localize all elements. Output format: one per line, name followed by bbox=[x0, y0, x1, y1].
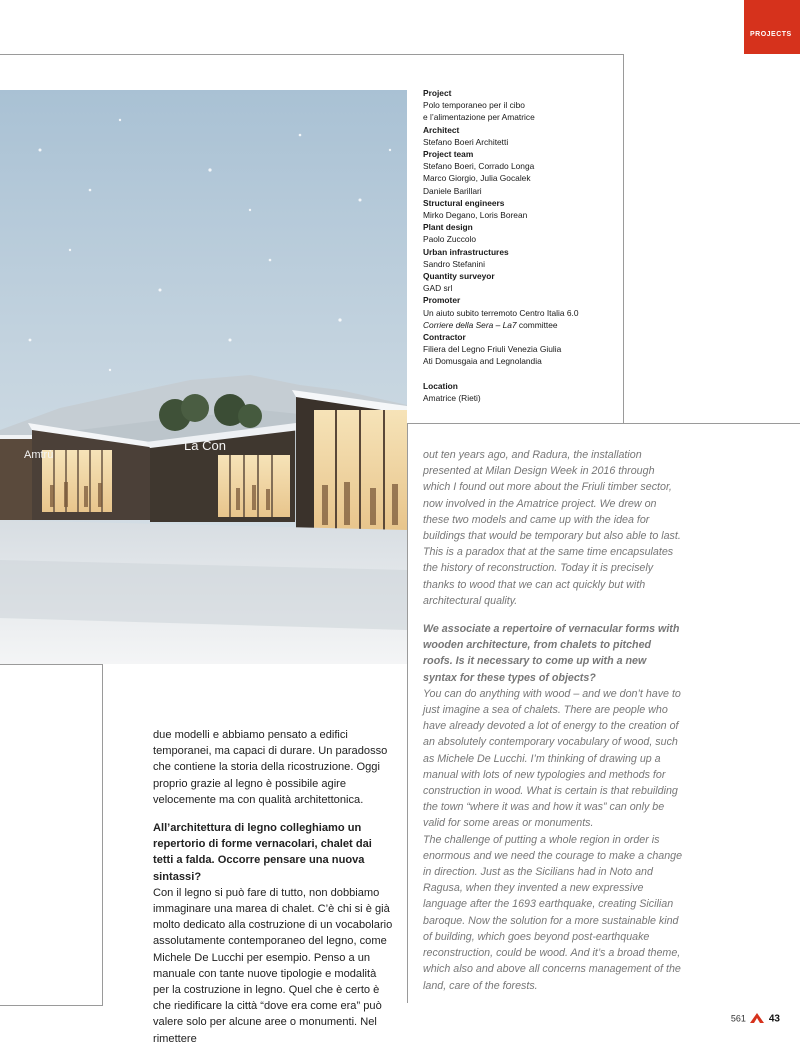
credit-committee-tail: committee bbox=[516, 319, 558, 330]
photo-sign-left: Amtrù bbox=[24, 449, 54, 461]
credit-heading-plant-design: Plant design bbox=[423, 222, 473, 233]
credit-line: Polo temporaneo per il cibo bbox=[423, 100, 525, 111]
page-number: 43 bbox=[768, 1013, 780, 1025]
credit-heading-structural-engineers: Structural engineers bbox=[423, 197, 505, 208]
credit-line: Marco Giorgio, Julia Gocalek bbox=[423, 173, 531, 184]
english-left-rule bbox=[407, 423, 408, 1003]
credit-line: GAD srl bbox=[423, 283, 453, 294]
credit-line: Ati Domusgaia and Legnolandia bbox=[423, 356, 542, 367]
credit-heading-location: Location bbox=[423, 380, 458, 391]
credit-line: e l’alimentazione per Amatrice bbox=[423, 112, 535, 123]
italian-question: All’architettura di legno colleghiamo un repertorio di forme vernacolari, chalet dai tetti a falda. Occorre pensare una nuova sintassi? bbox=[153, 822, 372, 883]
english-question: We associate a repertoire of vernacular forms with wooden architecture, from chalets to pitched roofs. Is it necessary to come up with a new syntax for these types of objects? bbox=[423, 623, 680, 684]
section-tab-label: PROJECTS bbox=[750, 31, 792, 38]
credit-heading-quantity-surveyor: Quantity surveyor bbox=[423, 271, 495, 282]
magazine-logo-icon bbox=[750, 1013, 764, 1025]
top-rule bbox=[0, 54, 624, 55]
mid-rule bbox=[407, 423, 800, 424]
english-paragraph: The challenge of putting a whole region in order is enormous and we need the courage to make a change in direction. Just as the Sicilians had in Noto and Ragusa, when they invented a new expressive language after the 1693 earthquake, creating Sicilian baroque. Now the solution for a more sustainable kind of building, which goes beyond post-earthquake reconstruction, could be wood. And it’s a broad theme, which also and above all concerns management of the land, care of the forests. bbox=[423, 833, 683, 992]
credit-line: Un aiuto subito terremoto Centro Italia 6.0 bbox=[423, 307, 579, 318]
photo-bottom-rule bbox=[0, 664, 102, 665]
credit-heading-project: Project bbox=[423, 88, 452, 98]
credit-line: Paolo Zuccolo bbox=[423, 234, 477, 245]
credit-italic-media: Corriere della Sera – La7 bbox=[423, 319, 517, 330]
credit-line: Amatrice (Rieti) bbox=[423, 392, 481, 403]
credits-right-rule bbox=[623, 54, 624, 424]
credit-heading-architect: Architect bbox=[423, 124, 460, 135]
italian-column bbox=[153, 727, 393, 1047]
credit-line-committee bbox=[423, 319, 613, 331]
english-paragraph: out ten years ago, and Radura, the installation presented at Milan Design Week in 2016 through which I found out more about the Friuli timber sector, now involved in the Amatrice project. We drew on these two models and came up with the idea for buildings that would be temporary but also able to last. This is a paradox that at the same time encapsulates the history of reconstruction. Today it is precisely thanks to wood that we can act quickly but with architectural quality. bbox=[423, 449, 681, 607]
credit-heading-urban-infrastructures: Urban infrastructures bbox=[423, 246, 509, 257]
photo-sign-right: La Con bbox=[184, 438, 226, 453]
italian-paragraph: due modelli e abbiamo pensato a edifici temporanei, ma capaci di durare. Un paradosso che contiene la storia della ricostruzione. Oggi proprio grazie al legno è possibile agire velocemente ma con qualità architettonica. bbox=[153, 729, 388, 806]
credit-heading-promoter: Promoter bbox=[423, 295, 461, 306]
issue-number: 561 bbox=[730, 1013, 746, 1024]
english-paragraph: You can do anything with wood – and we don’t have to just imagine a sea of chalets. There are people who have already devoted a lot of energy to the creation of an absolutely contemporary vocabulary of wood, such as Michele De Lucchi. I’m thinking of drawing up a manual with lots of new typologies and methods for construction in wood. What is certain is that rebuilding the town “where it was and how it was” can only be valid for some areas or monuments. bbox=[423, 687, 681, 830]
page-folio bbox=[731, 1013, 780, 1025]
credit-line: Daniele Barillari bbox=[423, 185, 482, 196]
building-photo bbox=[0, 90, 407, 664]
bottom-left-rule bbox=[0, 1005, 103, 1006]
credit-spacer bbox=[423, 368, 613, 380]
credit-line: Stefano Boeri, Corrado Longa bbox=[423, 161, 535, 172]
italian-left-rule bbox=[102, 664, 103, 1006]
credit-line: Sandro Stefanini bbox=[423, 258, 485, 269]
credit-line: Stefano Boeri Architetti bbox=[423, 136, 509, 147]
english-column bbox=[423, 447, 683, 994]
credit-heading-contractor: Contractor bbox=[423, 332, 466, 343]
section-tab bbox=[744, 0, 800, 54]
project-credits bbox=[423, 87, 613, 404]
credit-line: Mirko Degano, Loris Borean bbox=[423, 210, 528, 221]
italian-paragraph: Con il legno si può fare di tutto, non dobbiamo immaginare una marea di chalet. C’è chi si è già molto dedicato alla costruzione di un vocabolario assolutamente contemporaneo del legno, come Michele De Lucchi per esempio. Penso a un manuale con tante nuove tipologie e modalità per la costruzione in legno. Quel che è certo è che riedificare la città “dove era come era” può valere solo per alcune aree o monumenti. Nel rimettere bbox=[153, 886, 393, 1045]
credit-line: Filiera del Legno Friuli Venezia Giulia bbox=[423, 344, 562, 355]
credit-heading-project-team: Project team bbox=[423, 149, 474, 160]
